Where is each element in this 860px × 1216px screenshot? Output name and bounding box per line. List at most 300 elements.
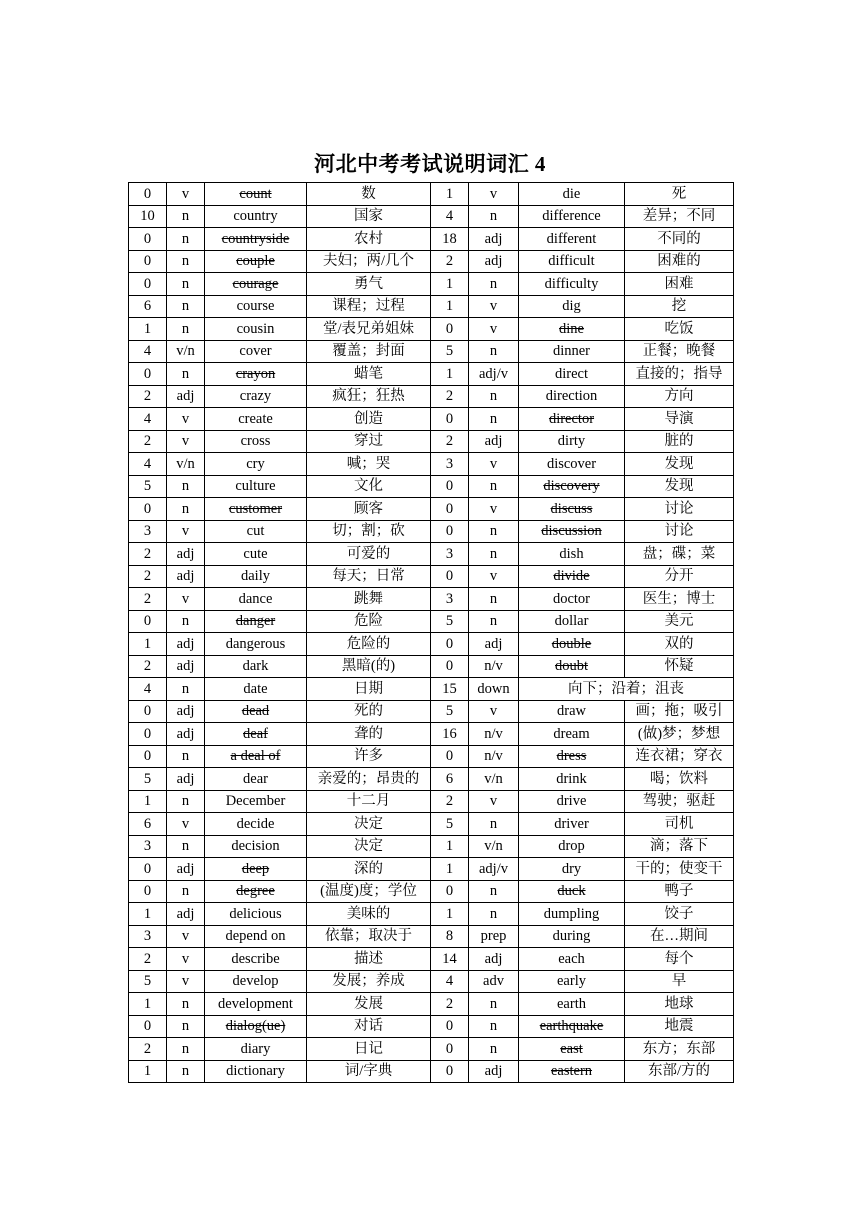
chinese-meaning: 文化 (307, 475, 431, 498)
chinese-meaning: 对话 (307, 1015, 431, 1038)
part-of-speech: n (167, 273, 205, 296)
frequency-count: 14 (431, 948, 469, 971)
part-of-speech: adj (167, 565, 205, 588)
chinese-meaning: 正餐；晚餐 (625, 340, 734, 363)
english-word: danger (205, 610, 307, 633)
chinese-meaning: 司机 (625, 813, 734, 836)
frequency-count: 1 (129, 318, 167, 341)
english-word: couple (205, 250, 307, 273)
frequency-count: 1 (129, 790, 167, 813)
part-of-speech: adj/v (469, 858, 519, 881)
chinese-meaning: 讨论 (625, 498, 734, 521)
frequency-count: 0 (431, 408, 469, 431)
chinese-meaning: 聋的 (307, 723, 431, 746)
english-word: dress (519, 745, 625, 768)
english-word: dig (519, 295, 625, 318)
frequency-count: 1 (431, 858, 469, 881)
chinese-meaning: (温度)度；学位 (307, 880, 431, 903)
frequency-count: 4 (129, 678, 167, 701)
part-of-speech: v (167, 520, 205, 543)
part-of-speech: adj (167, 655, 205, 678)
english-word: during (519, 925, 625, 948)
frequency-count: 0 (129, 610, 167, 633)
english-word: dictionary (205, 1060, 307, 1083)
english-word: discover (519, 453, 625, 476)
frequency-count: 0 (129, 1015, 167, 1038)
frequency-count: 2 (431, 250, 469, 273)
english-word: cover (205, 340, 307, 363)
chinese-meaning: 危险 (307, 610, 431, 633)
table-row (129, 1060, 734, 1083)
frequency-count: 2 (129, 655, 167, 678)
chinese-meaning: 鸭子 (625, 880, 734, 903)
chinese-meaning: 发展；养成 (307, 970, 431, 993)
chinese-meaning: 分开 (625, 565, 734, 588)
table-row (129, 835, 734, 858)
english-word: crayon (205, 363, 307, 386)
frequency-count: 5 (431, 813, 469, 836)
english-word: date (205, 678, 307, 701)
part-of-speech: n (167, 745, 205, 768)
part-of-speech: n (167, 1060, 205, 1083)
frequency-count: 5 (431, 610, 469, 633)
part-of-speech: n (469, 543, 519, 566)
chinese-meaning: 发展 (307, 993, 431, 1016)
part-of-speech: n (469, 610, 519, 633)
english-word: development (205, 993, 307, 1016)
chinese-meaning: 美元 (625, 610, 734, 633)
table-row (129, 610, 734, 633)
english-word: duck (519, 880, 625, 903)
table-row (129, 250, 734, 273)
chinese-meaning: 切；割；砍 (307, 520, 431, 543)
chinese-meaning: 东部/方的 (625, 1060, 734, 1083)
english-word: develop (205, 970, 307, 993)
table-row (129, 588, 734, 611)
part-of-speech: n (167, 295, 205, 318)
chinese-meaning: 向下；沿着；沮丧 (519, 678, 734, 701)
chinese-meaning: 困难的 (625, 250, 734, 273)
part-of-speech: adj (469, 430, 519, 453)
frequency-count: 4 (431, 205, 469, 228)
frequency-count: 2 (431, 430, 469, 453)
frequency-count: 0 (129, 858, 167, 881)
page-title: 河北中考考试说明词汇 4 (314, 152, 546, 176)
english-word: depend on (205, 925, 307, 948)
part-of-speech: v (469, 453, 519, 476)
part-of-speech: n (167, 835, 205, 858)
english-word: cousin (205, 318, 307, 341)
part-of-speech: v (167, 408, 205, 431)
english-word: decision (205, 835, 307, 858)
chinese-meaning: 亲爱的；昂贵的 (307, 768, 431, 791)
english-word: doctor (519, 588, 625, 611)
part-of-speech: n (167, 993, 205, 1016)
frequency-count: 0 (129, 723, 167, 746)
chinese-meaning: 描述 (307, 948, 431, 971)
english-word: drop (519, 835, 625, 858)
part-of-speech: n (167, 498, 205, 521)
frequency-count: 0 (431, 1038, 469, 1061)
chinese-meaning: 医生；博士 (625, 588, 734, 611)
part-of-speech: v (469, 295, 519, 318)
table-row (129, 205, 734, 228)
part-of-speech: adj (167, 903, 205, 926)
frequency-count: 4 (129, 340, 167, 363)
frequency-count: 0 (431, 633, 469, 656)
english-word: cute (205, 543, 307, 566)
part-of-speech: v (167, 588, 205, 611)
chinese-meaning: 驾驶；驱赶 (625, 790, 734, 813)
part-of-speech: n (469, 1038, 519, 1061)
english-word: dead (205, 700, 307, 723)
vocabulary-table-body (129, 183, 734, 1083)
part-of-speech: adj (469, 633, 519, 656)
english-word: doubt (519, 655, 625, 678)
frequency-count: 0 (431, 318, 469, 341)
english-word: cut (205, 520, 307, 543)
table-row (129, 858, 734, 881)
table-row (129, 183, 734, 206)
part-of-speech: n (469, 340, 519, 363)
table-row (129, 723, 734, 746)
table-row (129, 565, 734, 588)
table-row (129, 903, 734, 926)
part-of-speech: adj (167, 723, 205, 746)
frequency-count: 1 (129, 1060, 167, 1083)
english-word: count (205, 183, 307, 206)
part-of-speech: adj (469, 1060, 519, 1083)
part-of-speech: adj (469, 250, 519, 273)
part-of-speech: n (469, 1015, 519, 1038)
frequency-count: 0 (129, 183, 167, 206)
chinese-meaning: 决定 (307, 813, 431, 836)
chinese-meaning: 讨论 (625, 520, 734, 543)
part-of-speech: n (469, 385, 519, 408)
table-row (129, 1015, 734, 1038)
chinese-meaning: 干的；使变干 (625, 858, 734, 881)
english-word: December (205, 790, 307, 813)
chinese-meaning: 黑暗(的) (307, 655, 431, 678)
frequency-count: 5 (431, 340, 469, 363)
chinese-meaning: (做)梦；梦想 (625, 723, 734, 746)
part-of-speech: n (167, 205, 205, 228)
table-row (129, 498, 734, 521)
part-of-speech: n (469, 880, 519, 903)
part-of-speech: adv (469, 970, 519, 993)
table-row (129, 295, 734, 318)
part-of-speech: v (469, 700, 519, 723)
part-of-speech: v (469, 498, 519, 521)
part-of-speech: v/n (167, 453, 205, 476)
frequency-count: 0 (431, 745, 469, 768)
chinese-meaning: 堂/表兄弟姐妹 (307, 318, 431, 341)
chinese-meaning: 死的 (307, 700, 431, 723)
english-word: earth (519, 993, 625, 1016)
part-of-speech: v (167, 970, 205, 993)
chinese-meaning: 连衣裙；穿衣 (625, 745, 734, 768)
chinese-meaning: 滴；落下 (625, 835, 734, 858)
part-of-speech: v (167, 925, 205, 948)
part-of-speech: adj (167, 700, 205, 723)
table-row (129, 385, 734, 408)
chinese-meaning: 困难 (625, 273, 734, 296)
frequency-count: 2 (431, 790, 469, 813)
frequency-count: 2 (129, 1038, 167, 1061)
english-word: a deal of (205, 745, 307, 768)
english-word: country (205, 205, 307, 228)
frequency-count: 1 (431, 183, 469, 206)
table-row (129, 430, 734, 453)
frequency-count: 1 (129, 903, 167, 926)
table-row (129, 678, 734, 701)
chinese-meaning: 覆盖；封面 (307, 340, 431, 363)
part-of-speech: v (167, 183, 205, 206)
frequency-count: 5 (129, 768, 167, 791)
frequency-count: 1 (431, 273, 469, 296)
english-word: draw (519, 700, 625, 723)
frequency-count: 4 (129, 408, 167, 431)
part-of-speech: n (167, 475, 205, 498)
part-of-speech: adj/v (469, 363, 519, 386)
english-word: dry (519, 858, 625, 881)
frequency-count: 0 (129, 273, 167, 296)
english-word: culture (205, 475, 307, 498)
table-row (129, 363, 734, 386)
frequency-count: 8 (431, 925, 469, 948)
frequency-count: 2 (129, 588, 167, 611)
english-word: daily (205, 565, 307, 588)
chinese-meaning: 双的 (625, 633, 734, 656)
table-row (129, 768, 734, 791)
frequency-count: 1 (129, 633, 167, 656)
english-word: each (519, 948, 625, 971)
table-row (129, 475, 734, 498)
part-of-speech: n/v (469, 745, 519, 768)
table-row (129, 880, 734, 903)
frequency-count: 0 (431, 565, 469, 588)
english-word: dialog(ue) (205, 1015, 307, 1038)
part-of-speech: adj (167, 385, 205, 408)
frequency-count: 15 (431, 678, 469, 701)
english-word: eastern (519, 1060, 625, 1083)
table-row (129, 520, 734, 543)
english-word: dumpling (519, 903, 625, 926)
english-word: create (205, 408, 307, 431)
frequency-count: 1 (431, 363, 469, 386)
chinese-meaning: 勇气 (307, 273, 431, 296)
english-word: deaf (205, 723, 307, 746)
chinese-meaning: 跳舞 (307, 588, 431, 611)
english-word: divide (519, 565, 625, 588)
part-of-speech: v (469, 318, 519, 341)
part-of-speech: n (469, 205, 519, 228)
english-word: cross (205, 430, 307, 453)
table-row (129, 970, 734, 993)
english-word: dark (205, 655, 307, 678)
part-of-speech: n (167, 678, 205, 701)
part-of-speech: v (167, 948, 205, 971)
english-word: dine (519, 318, 625, 341)
table-row (129, 318, 734, 341)
frequency-count: 0 (431, 1015, 469, 1038)
chinese-meaning: 喝；饮料 (625, 768, 734, 791)
part-of-speech: n (167, 1015, 205, 1038)
english-word: director (519, 408, 625, 431)
part-of-speech: v/n (167, 340, 205, 363)
chinese-meaning: 差异；不同 (625, 205, 734, 228)
chinese-meaning: 日期 (307, 678, 431, 701)
frequency-count: 5 (431, 700, 469, 723)
chinese-meaning: 深的 (307, 858, 431, 881)
part-of-speech: n (469, 475, 519, 498)
frequency-count: 6 (129, 295, 167, 318)
frequency-count: 6 (431, 768, 469, 791)
chinese-meaning: 早 (625, 970, 734, 993)
chinese-meaning: 依靠；取决于 (307, 925, 431, 948)
english-word: driver (519, 813, 625, 836)
chinese-meaning: 穿过 (307, 430, 431, 453)
frequency-count: 1 (129, 993, 167, 1016)
table-row (129, 655, 734, 678)
chinese-meaning: 美味的 (307, 903, 431, 926)
part-of-speech: v (469, 790, 519, 813)
frequency-count: 2 (129, 948, 167, 971)
frequency-count: 3 (129, 520, 167, 543)
part-of-speech: v (469, 565, 519, 588)
chinese-meaning: 发现 (625, 475, 734, 498)
english-word: direct (519, 363, 625, 386)
table-row (129, 273, 734, 296)
part-of-speech: n (469, 408, 519, 431)
table-row (129, 993, 734, 1016)
frequency-count: 2 (431, 385, 469, 408)
chinese-meaning: 词/字典 (307, 1060, 431, 1083)
chinese-meaning: 喊；哭 (307, 453, 431, 476)
chinese-meaning: 死 (625, 183, 734, 206)
part-of-speech: adj (167, 768, 205, 791)
chinese-meaning: 东方；东部 (625, 1038, 734, 1061)
part-of-speech: v/n (469, 768, 519, 791)
frequency-count: 3 (129, 925, 167, 948)
chinese-meaning: 导演 (625, 408, 734, 431)
chinese-meaning: 日记 (307, 1038, 431, 1061)
chinese-meaning: 在…期间 (625, 925, 734, 948)
english-word: discussion (519, 520, 625, 543)
part-of-speech: adj (469, 948, 519, 971)
chinese-meaning: 画；拖；吸引 (625, 700, 734, 723)
chinese-meaning: 挖 (625, 295, 734, 318)
part-of-speech: n (469, 520, 519, 543)
english-word: dream (519, 723, 625, 746)
table-row (129, 745, 734, 768)
part-of-speech: n (167, 250, 205, 273)
chinese-meaning: 饺子 (625, 903, 734, 926)
english-word: double (519, 633, 625, 656)
part-of-speech: n (167, 363, 205, 386)
frequency-count: 0 (129, 700, 167, 723)
frequency-count: 4 (431, 970, 469, 993)
table-row (129, 948, 734, 971)
frequency-count: 18 (431, 228, 469, 251)
english-word: dangerous (205, 633, 307, 656)
chinese-meaning: 怀疑 (625, 655, 734, 678)
english-word: dirty (519, 430, 625, 453)
chinese-meaning: 每天；日常 (307, 565, 431, 588)
frequency-count: 3 (431, 588, 469, 611)
frequency-count: 3 (431, 453, 469, 476)
chinese-meaning: 夫妇；两/几个 (307, 250, 431, 273)
chinese-meaning: 顾客 (307, 498, 431, 521)
frequency-count: 0 (129, 250, 167, 273)
part-of-speech: n (167, 228, 205, 251)
part-of-speech: n (167, 790, 205, 813)
english-word: drive (519, 790, 625, 813)
chinese-meaning: 创造 (307, 408, 431, 431)
table-row (129, 700, 734, 723)
part-of-speech: v (167, 813, 205, 836)
chinese-meaning: 吃饭 (625, 318, 734, 341)
english-word: dance (205, 588, 307, 611)
frequency-count: 0 (431, 880, 469, 903)
chinese-meaning: 许多 (307, 745, 431, 768)
english-word: courage (205, 273, 307, 296)
frequency-count: 0 (129, 498, 167, 521)
chinese-meaning: 数 (307, 183, 431, 206)
part-of-speech: adj (167, 633, 205, 656)
frequency-count: 0 (129, 363, 167, 386)
frequency-count: 2 (129, 430, 167, 453)
chinese-meaning: 发现 (625, 453, 734, 476)
part-of-speech: n/v (469, 655, 519, 678)
vocabulary-table (128, 182, 734, 1083)
chinese-meaning: 蜡笔 (307, 363, 431, 386)
english-word: dear (205, 768, 307, 791)
frequency-count: 0 (431, 1060, 469, 1083)
chinese-meaning: 方向 (625, 385, 734, 408)
table-row (129, 340, 734, 363)
table-row (129, 790, 734, 813)
part-of-speech: n (469, 588, 519, 611)
part-of-speech: n (469, 813, 519, 836)
part-of-speech: v/n (469, 835, 519, 858)
english-word: diary (205, 1038, 307, 1061)
chinese-meaning: 课程；过程 (307, 295, 431, 318)
english-word: discovery (519, 475, 625, 498)
frequency-count: 16 (431, 723, 469, 746)
english-word: crazy (205, 385, 307, 408)
english-word: difference (519, 205, 625, 228)
frequency-count: 2 (129, 565, 167, 588)
frequency-count: 1 (431, 903, 469, 926)
chinese-meaning: 盘；碟；菜 (625, 543, 734, 566)
part-of-speech: n (167, 880, 205, 903)
english-word: difficulty (519, 273, 625, 296)
chinese-meaning: 地球 (625, 993, 734, 1016)
frequency-count: 0 (129, 228, 167, 251)
chinese-meaning: 国家 (307, 205, 431, 228)
english-word: dinner (519, 340, 625, 363)
frequency-count: 0 (129, 880, 167, 903)
part-of-speech: n (469, 903, 519, 926)
part-of-speech: adj (167, 543, 205, 566)
part-of-speech: n (469, 993, 519, 1016)
frequency-count: 3 (129, 835, 167, 858)
part-of-speech: prep (469, 925, 519, 948)
part-of-speech: n (167, 318, 205, 341)
frequency-count: 5 (129, 970, 167, 993)
english-word: dish (519, 543, 625, 566)
